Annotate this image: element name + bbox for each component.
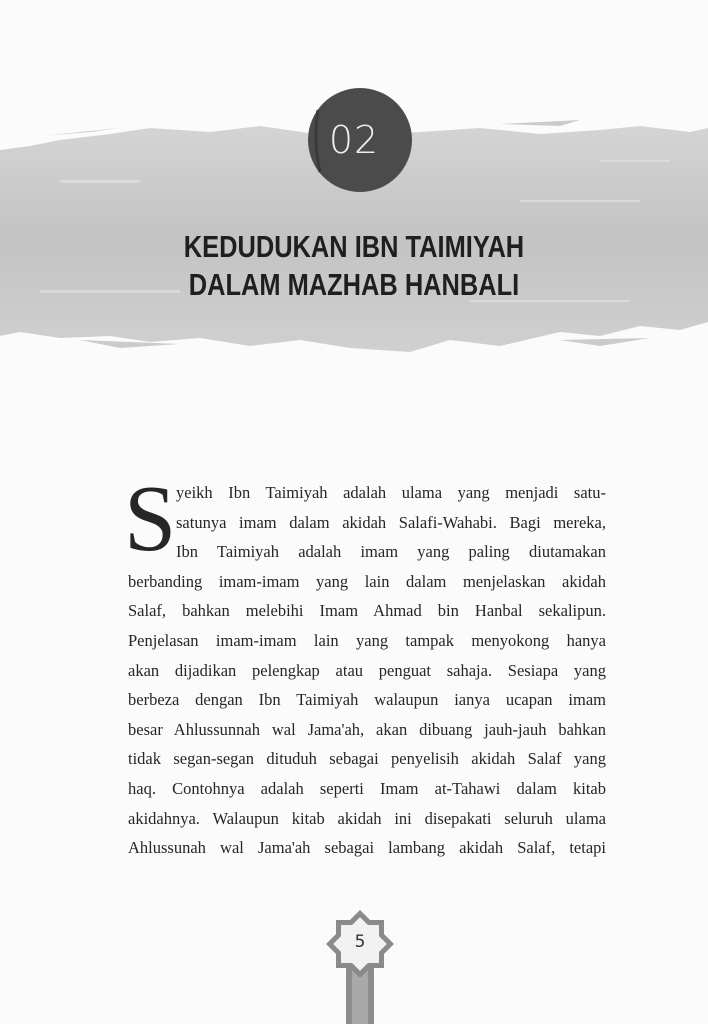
body-line: berbanding imam-imam yang lain dalam menjelaskan akidah <box>128 571 606 591</box>
body-line: akidahnya. Walaupun kitab akidah ini disepakati seluruh ulama <box>128 808 606 828</box>
chapter-title-line-1: KEDUDUKAN IBN TAIMIYAH <box>183 229 525 264</box>
body-line: haq. Contohnya adalah seperti Imam at-Tahawi dalam kitab <box>128 778 606 798</box>
page-number-ornament <box>322 900 398 1024</box>
body-line: satunya imam dalam akidah Salafi-Wahabi. Bagi mereka, <box>176 512 606 532</box>
page-number: 5 <box>354 932 366 952</box>
body-line: tidak segan-segan dituduh sebagai penyelisih akidah Salaf yang <box>128 749 606 769</box>
header-brush-band <box>0 0 708 380</box>
body-line: berbeza dengan Ibn Taimiyah walaupun ianya ucapan imam <box>128 690 606 710</box>
body-paragraph <box>128 478 606 863</box>
chapter-title <box>64 228 645 304</box>
body-line: akan dijadikan pelengkap atau penguat sahaja. Sesiapa yang <box>128 660 606 680</box>
drop-cap: S <box>124 467 177 571</box>
body-line: Ahlussunah wal Jama'ah sebagai lambang akidah Salaf, tetapi <box>128 838 606 858</box>
body-line: yeikh Ibn Taimiyah adalah ulama yang menjadi satu- <box>176 483 606 502</box>
chapter-number: 02 <box>328 118 380 162</box>
body-line: Penjelasan imam-imam lain yang tampak menyokong hanya <box>128 630 606 650</box>
body-line: Ibn Taimiyah adalah imam yang paling diutamakan <box>176 542 606 562</box>
body-line: Salaf, bahkan melebihi Imam Ahmad bin Hanbal sekalipun. <box>128 601 606 621</box>
chapter-title-line-2: DALAM MAZHAB HANBALI <box>188 267 520 302</box>
body-line: besar Ahlussunnah wal Jama'ah, akan dibuang jauh-jauh bahkan <box>128 719 606 739</box>
